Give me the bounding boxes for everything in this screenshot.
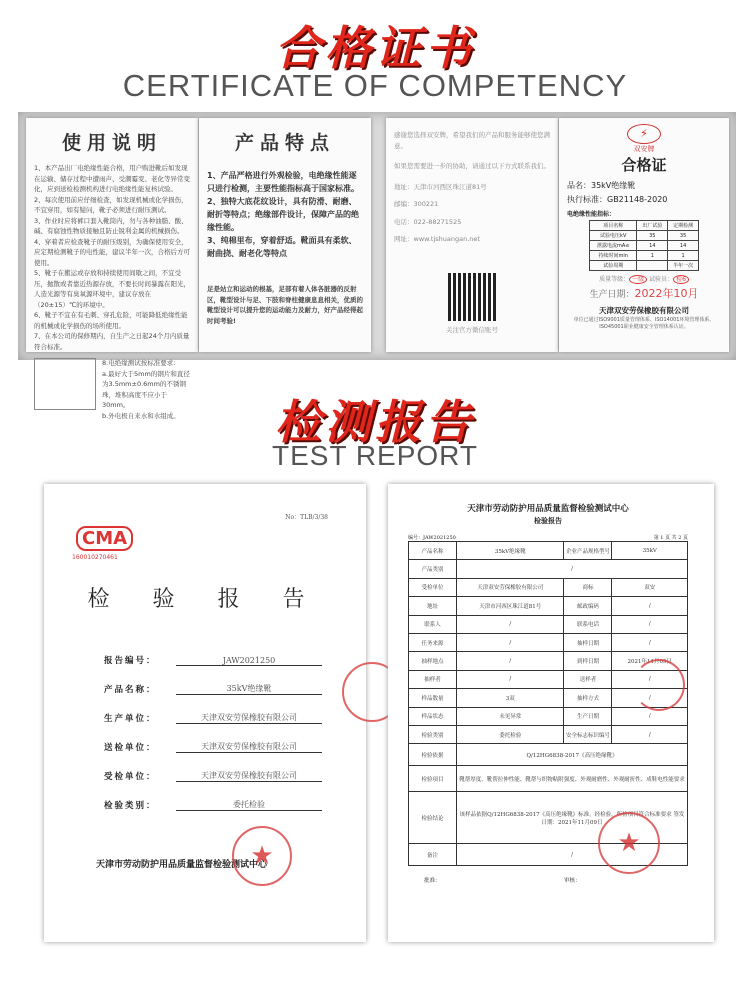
table-cell: 邮政编码	[564, 597, 612, 615]
field-label: 报告编号：	[104, 656, 157, 666]
report-no: 编号：JAW2021250	[408, 535, 456, 541]
card-title: 合格证	[621, 156, 667, 174]
cover-title: 检 验 报 告	[87, 587, 323, 612]
features-title: 产品特点	[234, 132, 335, 154]
contact-line: 感谢您选择双安牌，希望我们的产品和服务能够使您满意。	[394, 131, 550, 150]
cma-number: 160010270461	[72, 554, 118, 561]
feature-item: 2、独特大底花纹设计，具有防滑、耐磨、耐折等特点；绝缘部件设计，保障产品的绝缘性能。	[207, 197, 359, 232]
side-seal	[633, 659, 685, 711]
table-cell: /	[457, 652, 564, 670]
table-row	[409, 725, 688, 743]
issuer: 天津市劳动防护用品质量监督检验测试中心	[96, 860, 268, 870]
table-row	[409, 633, 688, 651]
table-cell: 该样品依据Q/12HG6838-2017《高压绝缘靴》标准，经检验，所检项目符合标准要求 签发日期：2021年11月09日	[457, 792, 688, 844]
table-cell: 2021年11月09日	[612, 652, 688, 670]
note-line: b.外电极自来水和水组成。	[102, 411, 180, 420]
table-cell: 备注	[409, 844, 457, 866]
report-cover	[44, 484, 366, 942]
perf-cell: 持续时间min	[590, 251, 637, 261]
table-cell: 天津双安劳保橡胶有限公司	[457, 578, 564, 596]
inspector-label: 试验员：	[649, 276, 674, 283]
field-label: 受检单位：	[104, 772, 157, 782]
report-heading: 检测报告	[275, 395, 475, 449]
perf-cell: 14	[668, 241, 699, 251]
field-value: 天津双安劳保橡胶有限公司	[176, 741, 322, 753]
cover-field	[104, 683, 322, 695]
table-cell: 联系电话	[564, 615, 612, 633]
perf-table	[589, 220, 699, 271]
table-cell: 受检单位	[409, 578, 457, 596]
table-cell: /	[457, 670, 564, 688]
perf-cell: 35	[668, 231, 699, 241]
table-cell: 35kV	[612, 542, 688, 560]
contact-info	[394, 130, 550, 245]
table-cell: 样品数量	[409, 689, 457, 707]
contact-line: 电话：022-88271525	[394, 217, 462, 226]
table-cell: /	[457, 633, 564, 651]
brand-logo-icon: ⚡	[627, 124, 661, 144]
table-cell: /	[457, 560, 688, 578]
doc-number: No：TLB/3/38	[285, 514, 328, 521]
iso-note: 单位已通过ISO9001质量管理体系、ISO14001环境管理体系、ISO45001职业健康安全管理体系认证。	[573, 317, 715, 330]
table-cell: 检验类别	[409, 725, 457, 743]
table-cell: 3双	[457, 689, 564, 707]
table-cell: 到样日期	[564, 652, 612, 670]
table-cell: 检验结论	[409, 792, 457, 844]
feature-item: 1、产品严格进行外观检验，电绝缘性能逐只进行检测，主要性能指标高于国家标准。	[207, 171, 359, 193]
page-count: 第 1 页 共 2 页	[653, 535, 688, 541]
usage-item: 3、作业时应将裤口套入靴筒内，勿与各种油脂、酸、碱、有腐蚀性物质接触且防止锐利金属的机械损伤。	[34, 216, 188, 235]
table-cell: /	[612, 633, 688, 651]
qr-code	[448, 273, 496, 321]
perf-cell	[637, 261, 668, 271]
note-line: a.最好大于5mm的钢片和直径为3.5mm±0.6mm的不锈钢珠，堆积高度不应小于30mm。	[102, 369, 190, 409]
perf-row	[590, 251, 699, 261]
table-cell: 检验依据	[409, 744, 457, 766]
table-cell: /	[612, 670, 688, 688]
production-date: 2022年10月	[634, 287, 699, 300]
usage-item: 1、本产品出厂电绝缘性能合格，用户购进靴后如发现在运输、储存过程中遭雨声、受潮霉变、老化等异常变化，应到送检检测机构进行电绝缘性能复核试验。	[34, 164, 190, 193]
brochure-photo	[18, 112, 736, 420]
table-cell: /	[457, 615, 564, 633]
usage-item: 6、靴子不宜在有毛刺、穿孔危险，可能降低绝缘性能的机械或化学损伤的场所使用。	[34, 311, 188, 330]
report-org: 天津市劳动防护用品质量监督检验测试中心	[467, 504, 629, 514]
field-value: 天津双安劳保橡胶有限公司	[176, 770, 322, 782]
cover-field	[104, 770, 322, 782]
table-cell: 未见异常	[457, 707, 564, 725]
company-name: 天津双安劳保橡胶有限公司	[599, 306, 689, 315]
field-value: JAW2021250	[176, 656, 322, 666]
table-cell: 产品名称	[409, 542, 457, 560]
field-value: 委托检验	[176, 799, 322, 811]
cover-field	[104, 654, 322, 666]
contact-line: 邮编：300221	[394, 200, 439, 208]
inspector-stamp: 检6	[673, 275, 689, 284]
cma-logo: CMA	[76, 526, 133, 551]
table-cell: 企业产品规格型号	[564, 542, 612, 560]
perf-cell: 泄露电流mA≤	[590, 241, 637, 251]
perf-cell: 定期检测	[668, 221, 699, 231]
note-line: 8.电绝缘测试按标准要求：	[102, 359, 180, 367]
table-row	[409, 560, 688, 578]
perf-cell: 35	[637, 231, 668, 241]
table-cell: /	[612, 615, 688, 633]
table-row	[409, 578, 688, 596]
table-cell: 商标	[564, 578, 612, 596]
perf-title: 电绝缘性能指标：	[567, 211, 616, 218]
cover-field	[104, 799, 322, 811]
table-cell: 安全标志标识编号	[564, 725, 612, 743]
field-value: 35kV绝缘靴	[176, 683, 322, 695]
perf-cell: 1	[668, 251, 699, 261]
contact-line: 地址：天津市河西区珠江道81号	[394, 182, 487, 191]
standard: 执行标准：GB21148-2020	[567, 195, 668, 204]
report-page	[388, 484, 714, 942]
perf-cell: 半年一次	[668, 261, 699, 271]
table-cell: 生产日期	[564, 707, 612, 725]
table-cell: 抽样者	[409, 670, 457, 688]
table-cell: 抽样日期	[564, 633, 612, 651]
feature-item: 3、纯棉里布，穿着舒适。靴面具有柔软、耐曲挠、耐老化等特点	[207, 236, 357, 258]
table-cell: /	[612, 597, 688, 615]
cover-field	[104, 741, 322, 753]
features-list	[207, 169, 363, 260]
table-cell: 地址	[409, 597, 457, 615]
contact-page	[386, 118, 558, 352]
table-cell: 靴帮厚度、靴帮拉伸性能、靴帮与织物粘附强度、外观耐磨性、外观耐折性、成鞋电性能要求	[457, 766, 688, 792]
slogan: 足是站立和运动的根基，足部有着人体各脏器的反射区，靴型设计与足、下肢和脊柱健康息息相关，优质的靴型设计可以提升您的运动能力及耐力，好产品经得起时间考验!	[207, 285, 363, 325]
report-title: 检验报告	[534, 517, 562, 525]
table-row	[409, 597, 688, 615]
perf-cell: 项目名称	[590, 221, 637, 231]
qualification-card	[559, 118, 729, 352]
usage-list	[34, 163, 190, 352]
table-cell: Q/12HG6838-2017《高压绝缘靴》	[457, 744, 688, 766]
perf-cell: 试验周期	[590, 261, 637, 271]
table-cell: 任务来源	[409, 633, 457, 651]
table-row	[409, 766, 688, 792]
table-row	[409, 707, 688, 725]
table-cell: /	[612, 725, 688, 743]
brand-name: 双安牌	[633, 145, 655, 153]
table-cell: 抽样方式	[564, 689, 612, 707]
table-cell: /	[612, 689, 688, 707]
cover-field	[104, 712, 322, 724]
cover-fields	[44, 654, 322, 828]
usage-item: 2、每次使用前应仔细检查，如发现机械或化学损伤，不宜穿用，如有疑问，靴子必须进行耐压测试。	[34, 195, 188, 214]
review-label: 审核：	[564, 878, 581, 885]
table-cell: 联系人	[409, 615, 457, 633]
table-cell: 送样者	[564, 670, 612, 688]
field-label: 送检单位：	[104, 743, 157, 753]
table-row	[409, 744, 688, 766]
field-label: 检验类别：	[104, 801, 157, 811]
certificate-heading: 合格证书	[275, 21, 475, 75]
usage-title: 使用说明	[61, 132, 162, 154]
table-cell: 产品类别	[409, 560, 457, 578]
field-label: 产品名称：	[104, 685, 157, 695]
usage-page	[26, 118, 198, 420]
inspection-seal: ★	[598, 812, 660, 874]
official-seal: ★	[232, 826, 292, 886]
contact-line: 网址：www.tjshuangan.net	[394, 235, 480, 243]
table-row	[409, 615, 688, 633]
usage-item: 7、在本公司的保修期内，自生产之日起24个月内质量符合标准。	[34, 332, 190, 351]
date-label: 生产日期：	[589, 290, 635, 300]
contact-line: 如果您需要进一步的协助，请通过以下方式联系我们。	[394, 162, 550, 170]
product-name: 品名：35kV绝缘靴	[567, 181, 636, 190]
table-cell: 检验项目	[409, 766, 457, 792]
table-cell: 双安	[612, 578, 688, 596]
field-value: 天津双安劳保橡胶有限公司	[176, 712, 322, 724]
grade-stamp: 一级	[629, 275, 647, 284]
table-cell: 委托检验	[457, 725, 564, 743]
usage-item: 5、靴子在搬运或存放和持续使用间歇之间，不宜受压，抛散或者靠近热源存放，不要长时间暴露在阳光，人造光源等有臭氧源环境中，建议存放在（20±15）℃的环境中。	[34, 269, 190, 309]
perf-cell: 14	[637, 241, 668, 251]
perf-row	[590, 231, 699, 241]
grade-label: 质量等级：	[599, 276, 630, 283]
perf-cell: 1	[637, 251, 668, 261]
perf-row	[590, 241, 699, 251]
qr-caption: 关注官方微信账号	[446, 325, 498, 334]
table-cell: 样品状态	[409, 707, 457, 725]
field-label: 生产单位：	[104, 714, 157, 724]
approve-label: 批准：	[424, 878, 441, 885]
features-page	[199, 118, 371, 352]
perf-cell: 出厂试验	[637, 221, 668, 231]
perf-cell: 试验电压kV	[590, 231, 637, 241]
usage-item: 4、穿着者应检查靴子的耐压级别，为确保使用安全，应定期检测靴子的电性能，建议半年一次，合格后方可使用。	[34, 237, 190, 267]
table-cell: /	[457, 844, 688, 866]
table-cell: 天津市河西区珠江道81号	[457, 597, 564, 615]
table-cell: 抽样地点	[409, 652, 457, 670]
table-cell: /	[612, 707, 688, 725]
table-cell: 35kV绝缘靴	[457, 542, 564, 560]
table-row	[409, 542, 688, 560]
perf-row	[590, 261, 699, 271]
perf-row	[590, 221, 699, 231]
report-subheading: TEST REPORT	[271, 440, 478, 471]
certificate-subheading: CERTIFICATE OF COMPETENCY	[122, 68, 628, 103]
